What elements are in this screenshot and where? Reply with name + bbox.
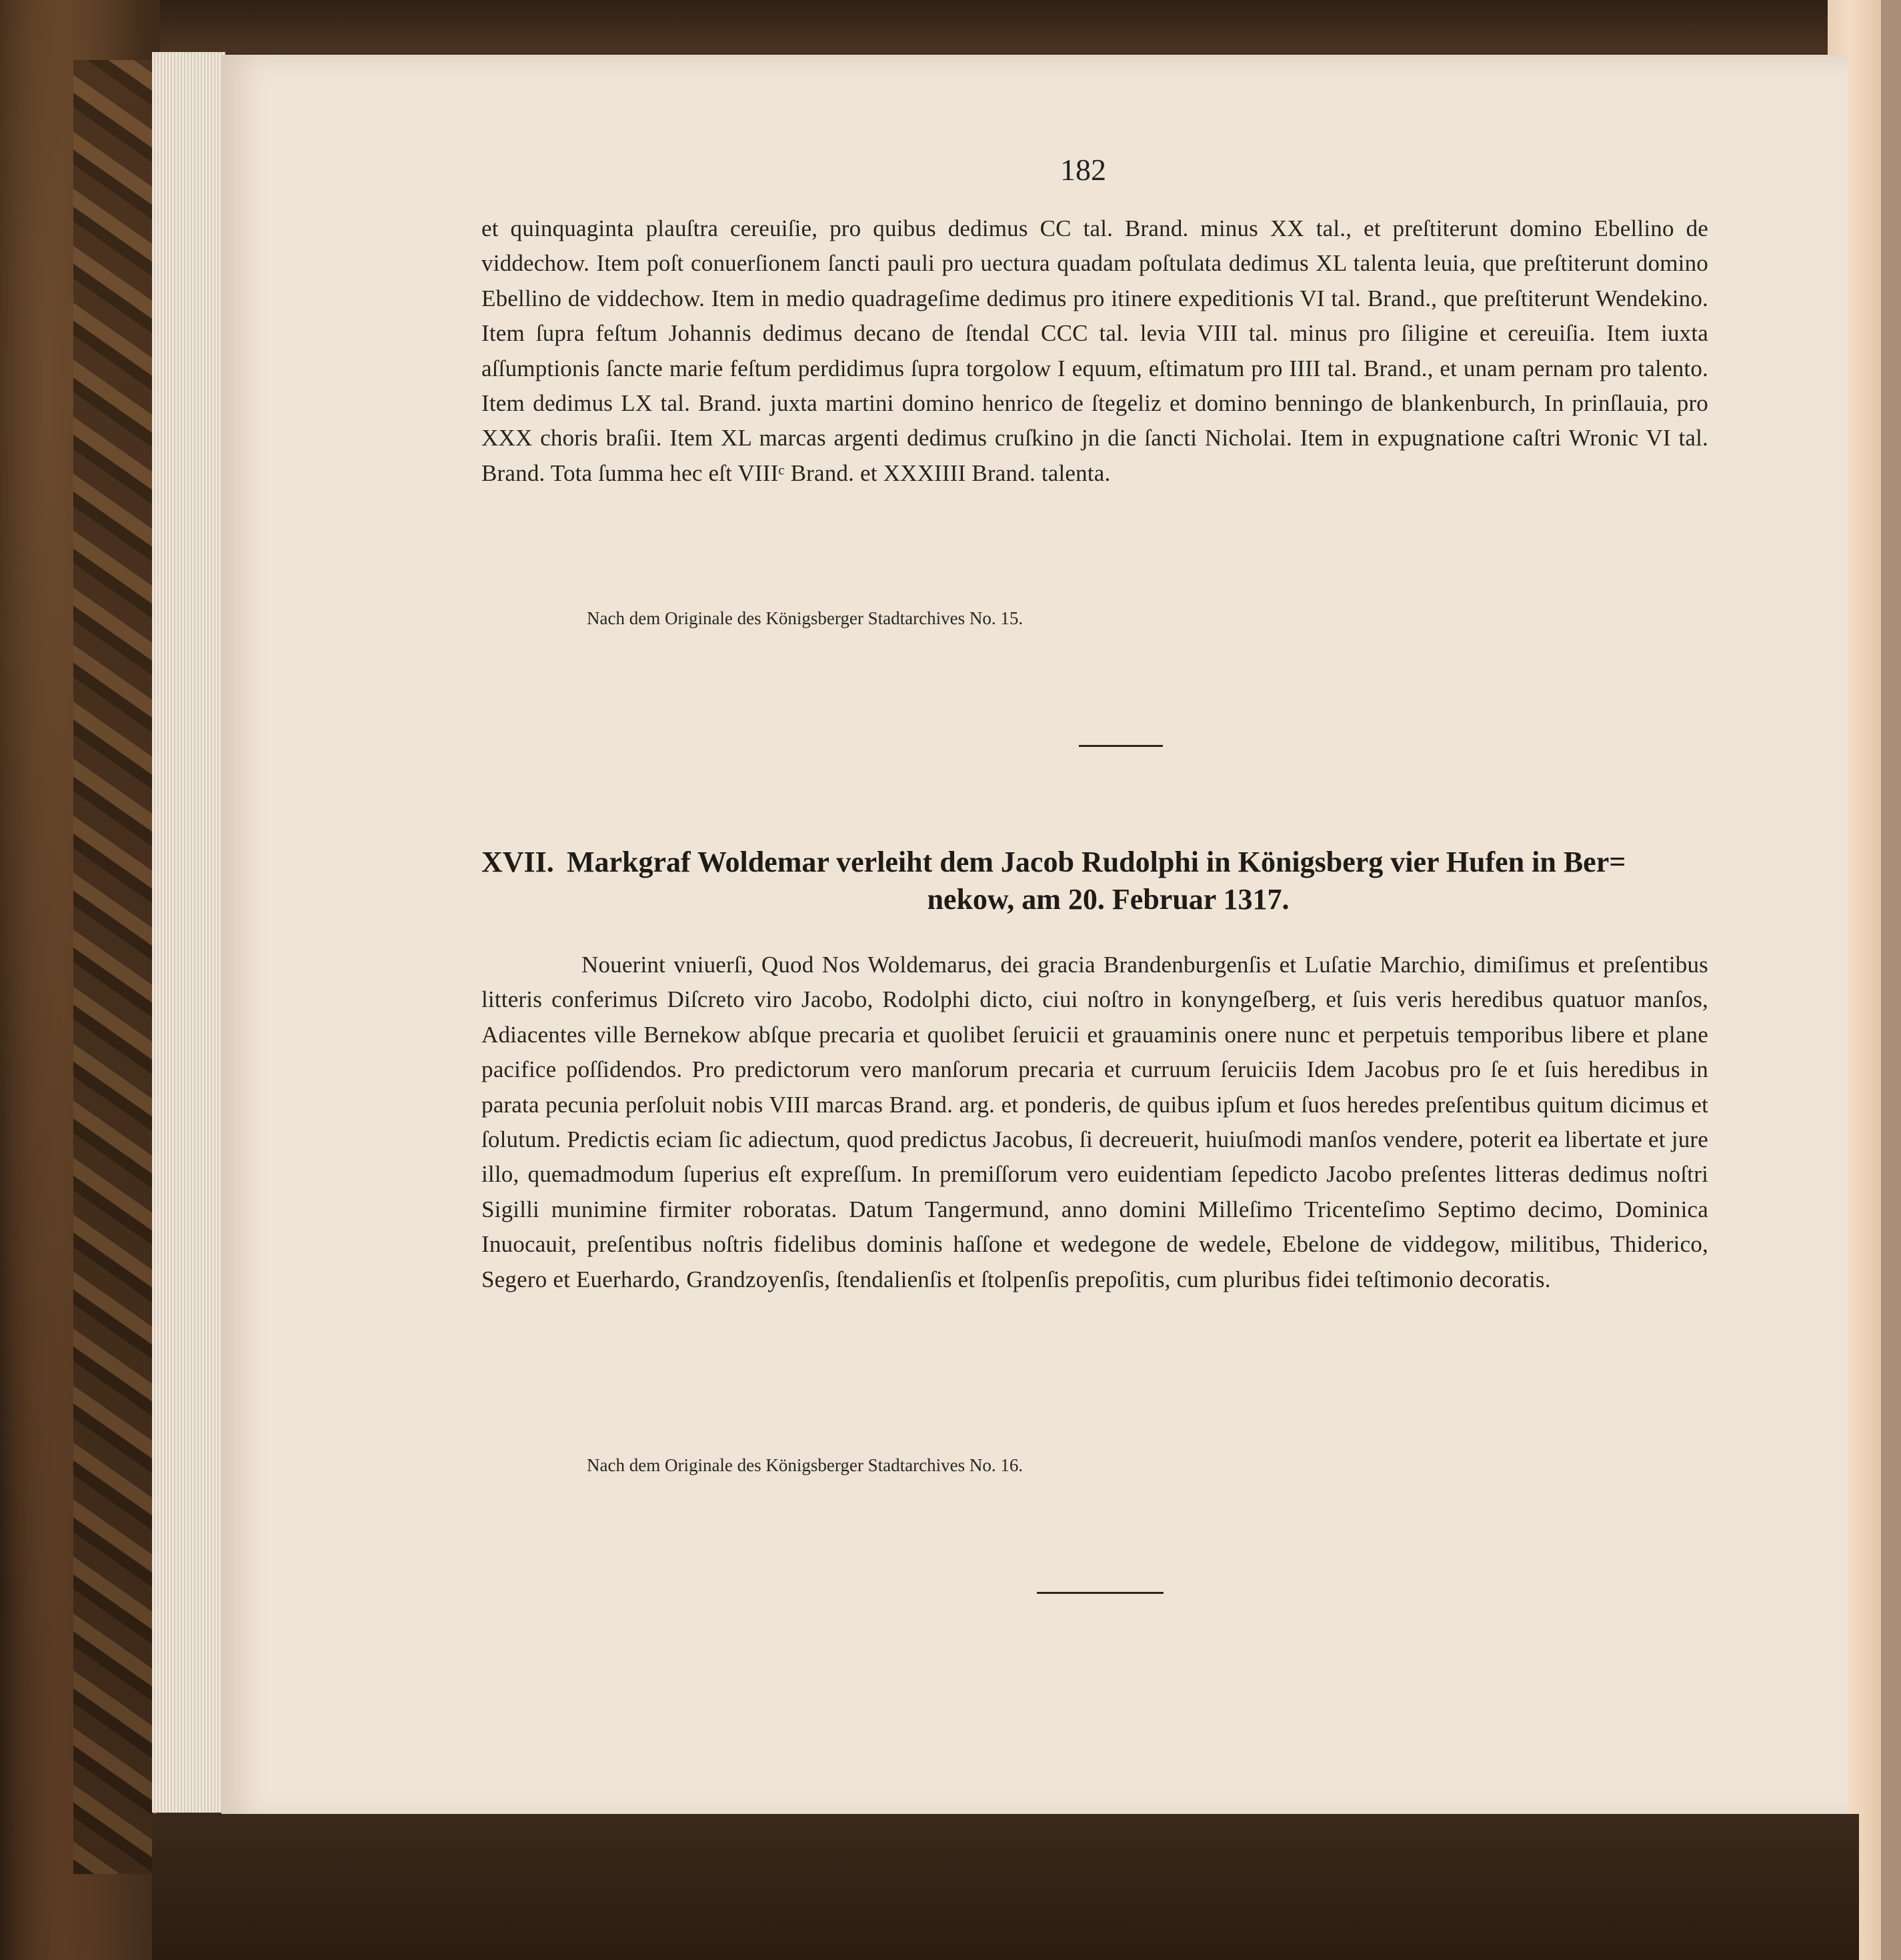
section-title-line2: nekow, am 20. Februar 1317. — [927, 883, 1290, 916]
source-note-1: Nach dem Originale des Königsberger Stadtarchives No. 15. — [587, 608, 1024, 628]
continuation-paragraph: et quinquaginta plauſtra cereuiſie, pro quibus dedimus CC tal. Brand. minus XX tal., et preſtiterunt domino Ebellino de viddechow. Item poſt conuerſionem ſancti pauli pro uectura quadam poſtulata dedimus XL talenta leuia, que preſtiterunt domino Ebellino de viddechow. Item in medio quadrageſime dedimus pro itinere expeditionis VI tal. Brand., que preſtiterunt Wendekino. Item ſupra feſtum Johannis dedimus decano de ſtendal CCC tal. levia VIII tal. minus pro ſiligine et cereuiſia. Item iuxta aſſumptionis ſancte marie feſtum perdidimus ſupra torgolow I equum, eſtimatum pro IIII tal. Brand., et unam pernam pro talento. Item dedimus LX tal. Brand. juxta martini domino henrico de ſtegeliz et domino benningo de blankenburch, In prinſlauia, pro XXX choris braſii. Item XL marcas argenti dedimus cruſkino jn die ſancti Nicholai. Item in expugnatione caſtri Wronic VI tal. Brand. Tota ſumma hec eſt VIIIᶜ Brand. et XXXIIII Brand. talenta. — [481, 215, 1708, 486]
marbled-cover — [73, 60, 156, 1874]
page-stack — [152, 52, 225, 1813]
section-divider-1 — [1079, 745, 1163, 747]
charter-paragraph: Nouerint vniuerſi, Quod Nos Woldemarus, dei gracia Brandenburgenſis et Luſatie Marchio, dimiſimus et preſentibus litteris conferimus Diſcreto viro Jacobo, Rodolphi dicto, ciui noſtro in konyngeſberg, et ſuis veris heredibus quatuor manſos, Adiacentes ville Bernekow abſque precaria et quolibet ſeruicii et grauaminis onere nunc et perpetuis temporibus libere et plane pacifice poſſidendos. Pro predictorum vero manſorum precaria et curruum ſeruiciis Idem Jacobus pro ſe et ſuis heredibus in parata pecunia perſoluit nobis VIII marcas Brand. arg. et ponderis, de quibus ipſum et ſuos heredes preſentibus quitum dicimus et ſolutum. Predictis eciam ſic adiectum, quod predictus Jacobus, ſi decreuerit, huiuſmodi manſos vendere, poterit ea libertate et jure illo, quemadmodum ſuperius eſt expreſſum. In premiſſorum vero euidentiam ſepedicto Jacobo preſentes litteras dedimus noſtri Sigilli munimine firmiter roboratas. Datum Tangermund, anno domini Milleſimo Tricenteſimo Septimo decimo, Dominica Inuocauit, preſentibus noſtris fidelibus dominis haſſone et wedegone de wedele, Ebelone de viddegow, militibus, Thiderico, Segero et Euerhardo, Grandzoyenſis, ſtendalienſis et ſtolpenſis prepoſitis, cum pluribus fidei teſtimonio decoratis. — [481, 952, 1708, 1292]
section-title-line1: Markgraf Woldemar verleiht dem Jacob Rudolphi in Königsberg vier Hufen in Ber= — [567, 846, 1626, 878]
section-number: XVII. — [481, 846, 554, 878]
source-note-2: Nach dem Originale des Königsberger Stadtarchives No. 16. — [587, 1455, 1024, 1475]
book-bottom-edge — [152, 1814, 1859, 1960]
book-right-edge — [1881, 0, 1901, 1960]
book-top-edge — [0, 0, 1901, 53]
page-number: 182 — [1060, 153, 1106, 187]
section-heading — [481, 844, 1708, 918]
section-divider-2 — [1037, 1592, 1164, 1594]
